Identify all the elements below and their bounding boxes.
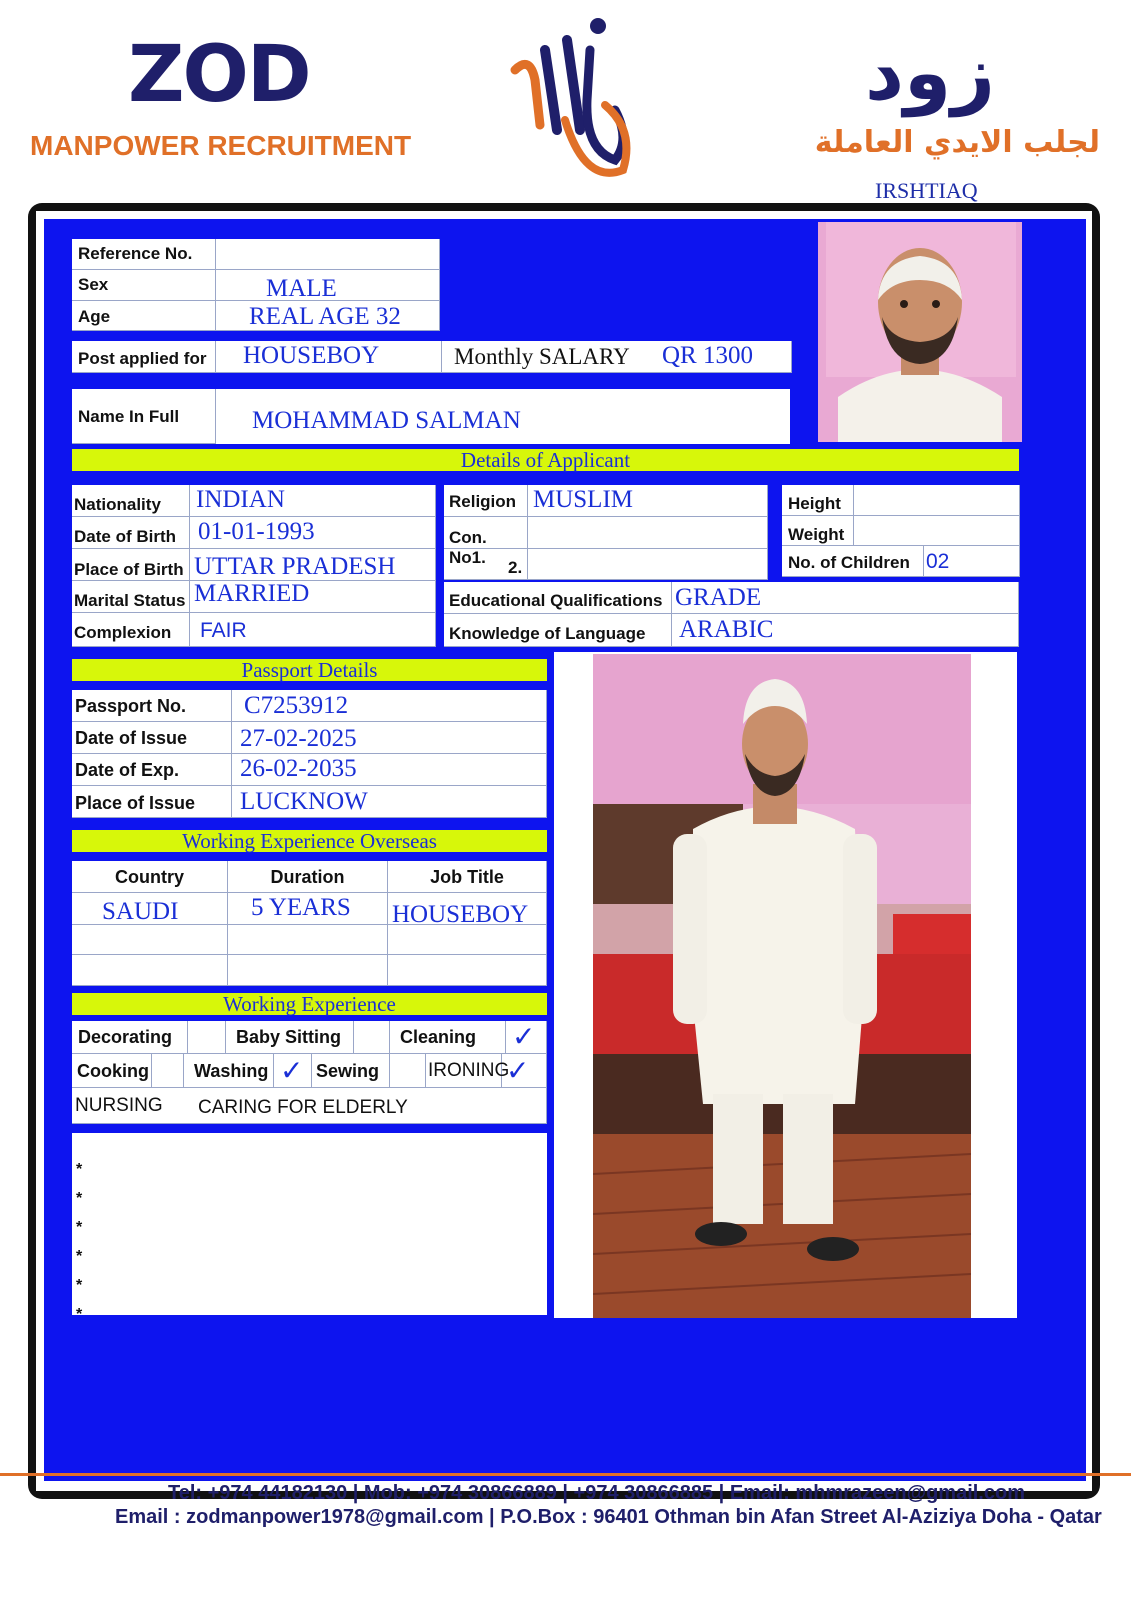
duration-cell: 5 YEARS (251, 894, 351, 921)
skill-cleaning: Cleaning (400, 1027, 477, 1047)
skill-ironing: IRONING (428, 1060, 510, 1081)
age-value: REAL AGE 32 (249, 303, 401, 330)
post-label: Post applied for (78, 349, 207, 368)
edu-value: GRADE (675, 584, 762, 611)
passport-no-label: Passport No. (75, 696, 187, 716)
salary-label: Monthly SALARY (454, 344, 630, 369)
salary-value: QR 1300 (662, 342, 753, 369)
education-table (444, 582, 1019, 647)
overseas-table (72, 861, 547, 986)
passport-no-value: C7253912 (244, 692, 349, 719)
age-label: Age (78, 307, 111, 326)
issue-date-value: 27-02-2025 (240, 725, 357, 752)
details-mid-table (444, 485, 768, 580)
passport-title: Passport Details (72, 659, 547, 681)
lang-label: Knowledge of Language (449, 624, 646, 643)
height-label: Height (788, 494, 841, 513)
complexion-label: Complexion (74, 623, 172, 642)
skill-washing: Washing (194, 1061, 269, 1081)
con1-label: Con. No1. (449, 528, 487, 567)
skill-sewing: Sewing (316, 1061, 380, 1081)
washing-check-icon: ✓ (280, 1054, 304, 1087)
country-cell: SAUDI (102, 898, 179, 925)
dob-value: 01-01-1993 (198, 518, 315, 545)
skills-title: Working Experience (72, 993, 547, 1015)
applicant-headshot-photo (818, 222, 1022, 442)
applicant-full-length-photo (593, 654, 971, 1318)
name-label: Name In Full (78, 407, 180, 426)
complexion-value: FAIR (200, 619, 247, 642)
skills-table (72, 1021, 547, 1124)
brand-logo-icon (505, 10, 635, 180)
con2-label: 2. (508, 558, 523, 577)
post-row (72, 341, 792, 373)
col-job-title: Job Title (430, 867, 504, 887)
note-bullet: * (76, 1161, 83, 1178)
children-label: No. of Children (788, 553, 910, 572)
edu-label: Educational Qualifications (449, 591, 663, 610)
contact-line-1: Tel: +974 44182130 | Mob: +974 30866889 | +974 30866885 | Email: mhmrazeen@gmail.com (168, 1482, 1025, 1504)
details-title: Details of Applicant (72, 449, 1019, 471)
brand-tagline: MANPOWER RECRUITMENT (30, 130, 412, 161)
skill-caring-elderly: CARING FOR ELDERLY (198, 1097, 408, 1118)
skill-cooking: Cooking (77, 1061, 149, 1081)
sub-brand: IRSHTIAQ (875, 178, 978, 203)
col-country: Country (115, 867, 184, 887)
contact-line-2: Email : zodmanpower1978@gmail.com | P.O.Box : 96401 Othman bin Afan Street Al-Aziziya Doha - Qatar (115, 1506, 1102, 1528)
children-value: 02 (926, 550, 950, 573)
note-bullet: * (76, 1248, 83, 1265)
post-value: HOUSEBOY (243, 342, 380, 369)
job-title-cell: HOUSEBOY (392, 901, 529, 928)
pob-value: UTTAR PRADESH (194, 553, 396, 580)
note-bullet: * (76, 1306, 83, 1323)
passport-table (72, 690, 547, 818)
exp-date-value: 26-02-2035 (240, 755, 357, 782)
details-left-table (72, 485, 436, 647)
marital-label: Marital Status (74, 591, 186, 610)
religion-value: MUSLIM (533, 486, 634, 513)
name-row (72, 389, 790, 444)
exp-date-label: Date of Exp. (75, 760, 180, 780)
pob-label: Place of Birth (74, 560, 184, 579)
table-row (72, 893, 228, 925)
weight-label: Weight (788, 525, 845, 544)
nationality-label: Nationality (74, 495, 161, 514)
cleaning-check-icon: ✓ (512, 1020, 536, 1053)
place-issue-label: Place of Issue (75, 793, 196, 813)
ironing-check-icon: ✓ (506, 1054, 530, 1087)
marital-value: MARRIED (194, 580, 310, 607)
issue-date-label: Date of Issue (75, 728, 188, 748)
footer-divider (0, 1473, 1131, 1476)
note-bullet: * (76, 1219, 83, 1236)
top-info-table (72, 239, 440, 331)
dob-label: Date of Birth (74, 527, 176, 546)
place-issue-value: LUCKNOW (240, 788, 368, 815)
note-bullet: * (76, 1277, 83, 1294)
nationality-value: INDIAN (196, 486, 285, 513)
ref-label: Reference No. (78, 244, 193, 263)
sex-value: MALE (266, 275, 337, 302)
skill-baby-sitting: Baby Sitting (236, 1027, 342, 1047)
col-duration: Duration (270, 867, 345, 887)
arabic-tagline: لجلب الايدي العاملة (814, 125, 1100, 160)
overseas-title: Working Experience Overseas (72, 830, 547, 852)
details-right-table (782, 485, 1020, 577)
lang-value: ARABIC (679, 616, 774, 643)
skill-nursing: NURSING (75, 1095, 163, 1116)
religion-label: Religion (449, 492, 517, 511)
arabic-brand: زود (865, 28, 995, 117)
notes-box (72, 1133, 547, 1323)
name-value: MOHAMMAD SALMAN (252, 407, 521, 434)
skill-decorating: Decorating (78, 1027, 173, 1047)
note-bullet: * (76, 1190, 83, 1207)
brand-logo-text: ZOD (128, 30, 310, 120)
sex-label: Sex (78, 275, 109, 294)
